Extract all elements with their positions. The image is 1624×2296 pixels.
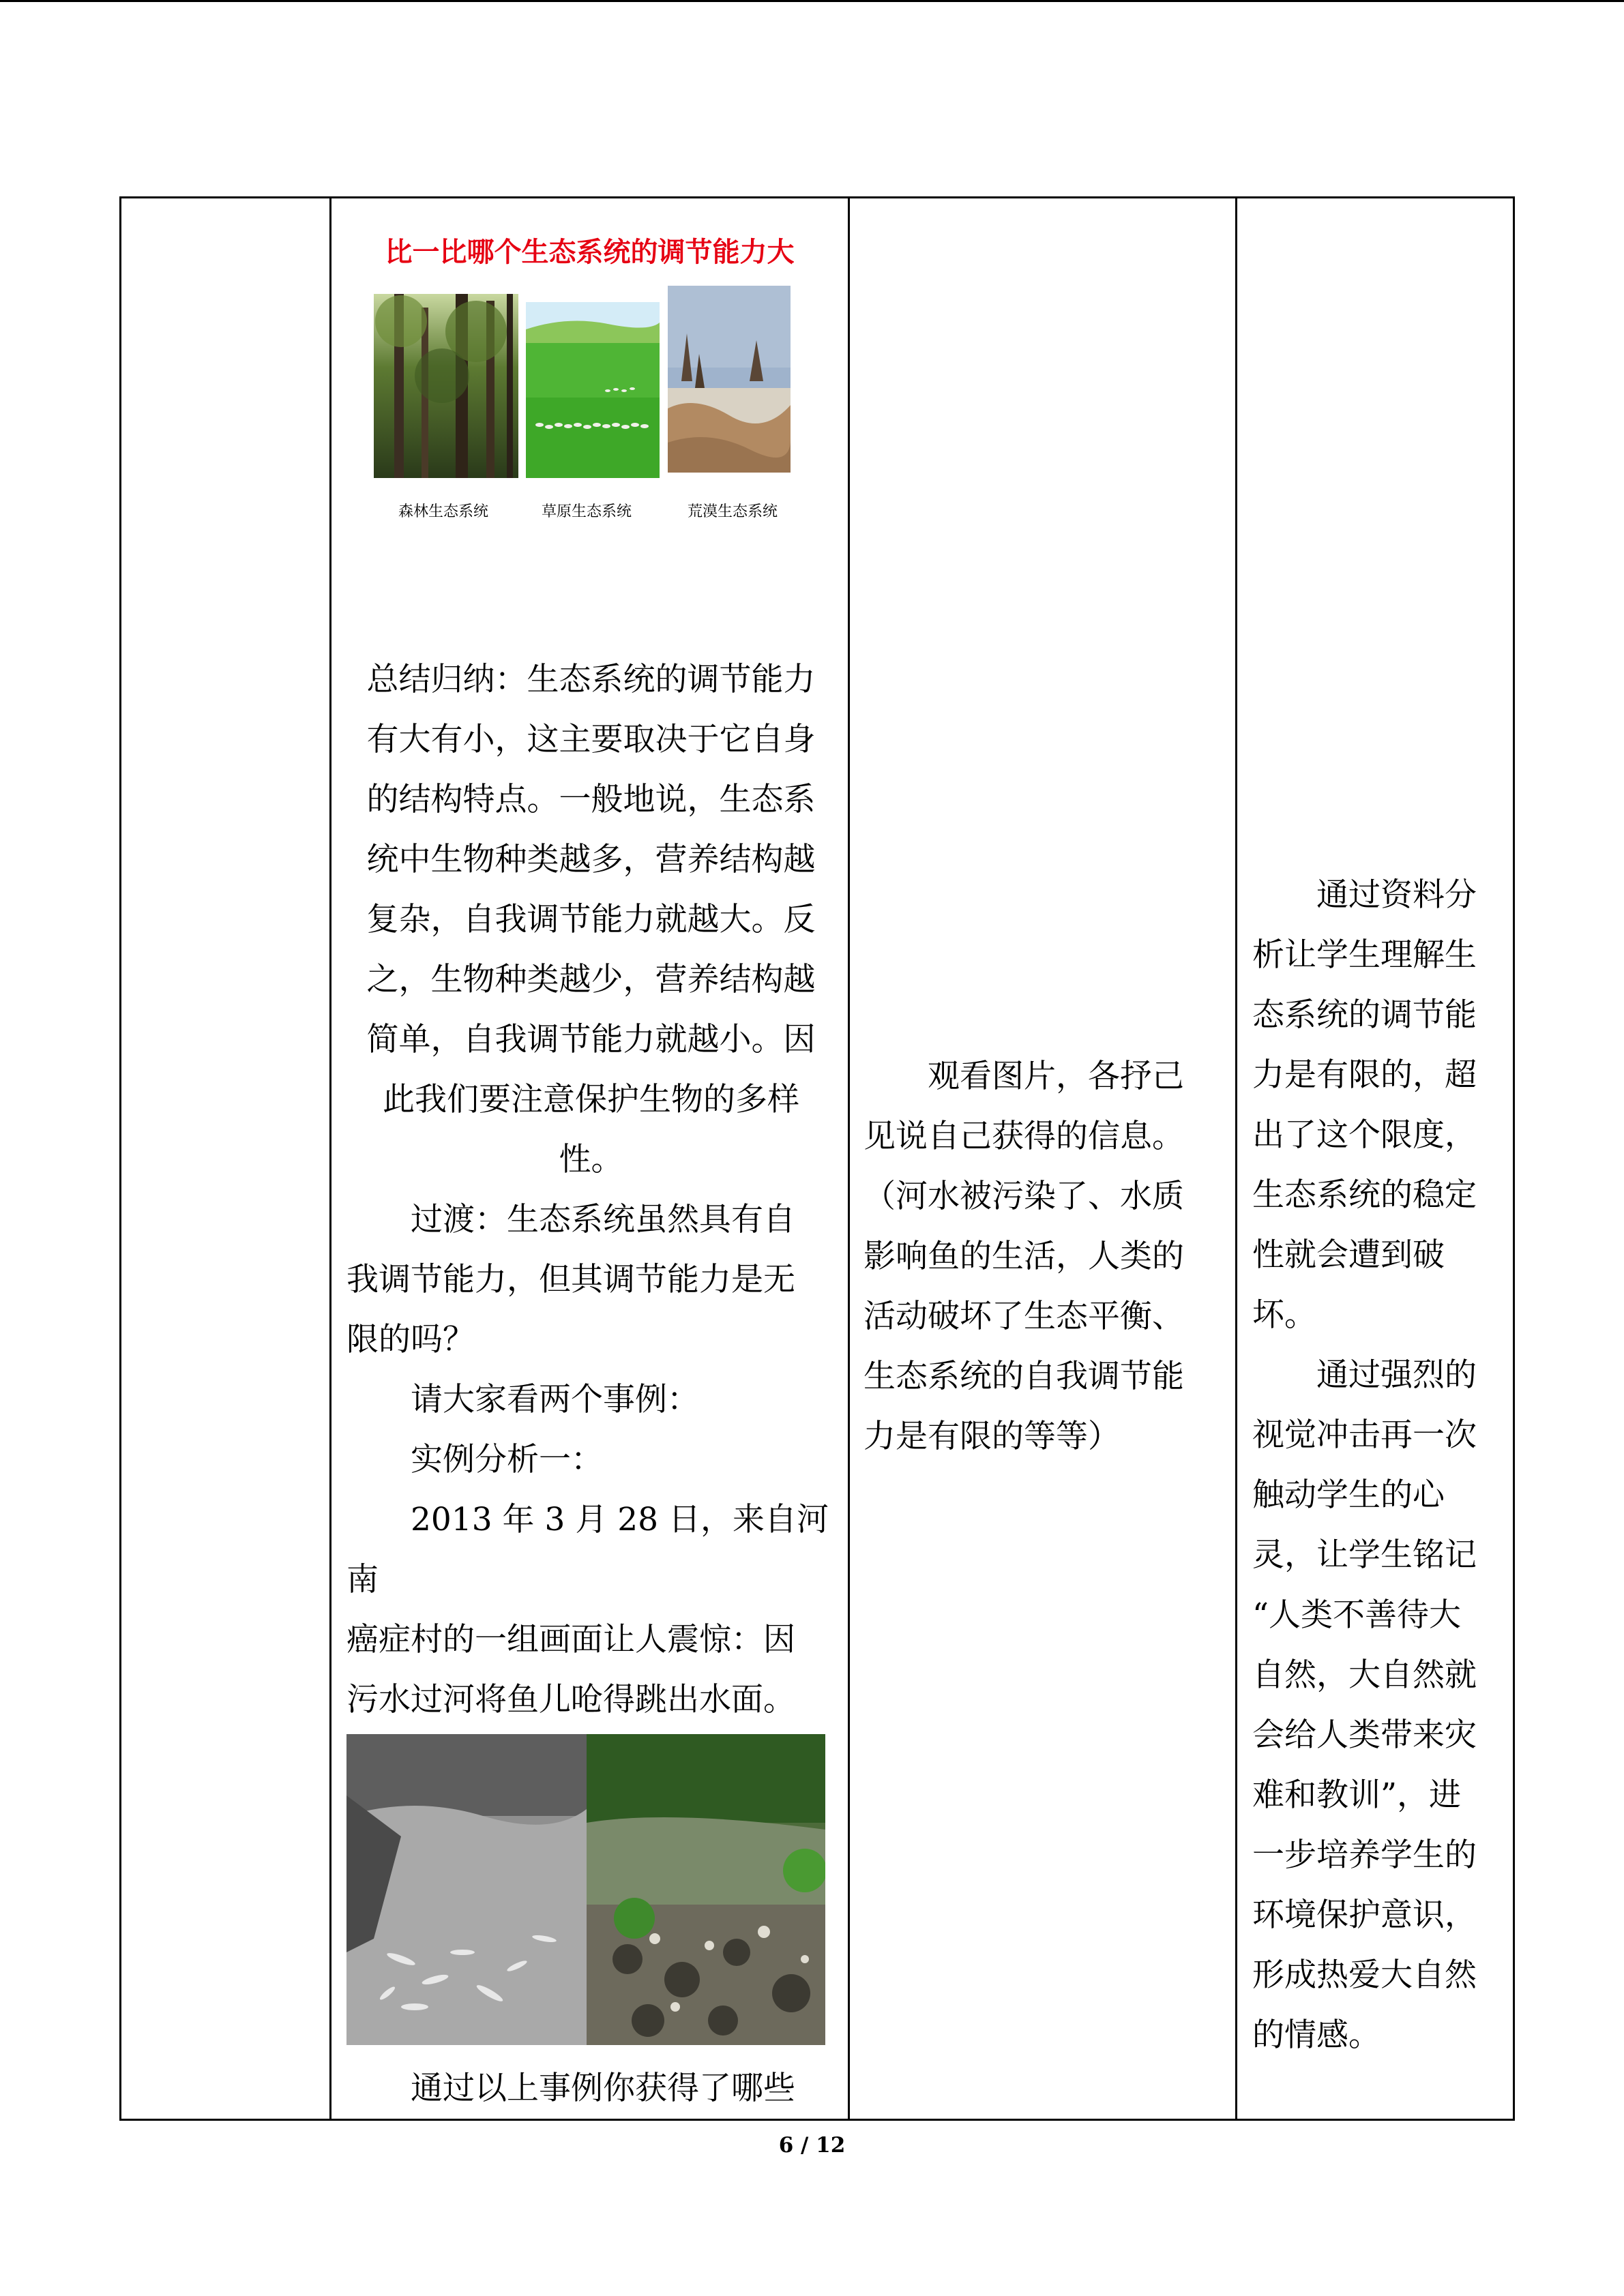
student-line: （河水被污染了、水质: [863, 1178, 1184, 1215]
caption-grassland: 草原生态系统: [542, 503, 632, 520]
teacher-activity-cell: [331, 198, 849, 2120]
intent-line: 环境保护意识，: [1252, 1896, 1477, 1934]
polluted-river-photo: [587, 1734, 825, 2045]
transition-line: 我调节能力，但其调节能力是无: [346, 1261, 795, 1298]
case-title: 实例分析一：: [411, 1441, 603, 1478]
student-line: 力是有限的等等）: [863, 1418, 1120, 1455]
intent-line: “人类不善待大: [1252, 1596, 1462, 1634]
student-text: [850, 1047, 1235, 1467]
summary-line: 之，生物种类越少，营养结构越: [366, 961, 816, 998]
intent-line: 的情感。: [1252, 2016, 1381, 2054]
top-border-line: [0, 0, 1624, 2]
desert-photo: [668, 286, 791, 473]
intent-line: 出了这个限度，: [1252, 1116, 1477, 1154]
intent-line: 灵，让学生铭记: [1252, 1536, 1477, 1574]
transition-line: 过渡：生态系统虽然具有自: [411, 1201, 795, 1238]
case-line: 污水过河将鱼儿呛得跳出水面。: [346, 1681, 795, 1718]
student-activity-cell: [849, 198, 1237, 2120]
pollution-photos: [346, 1734, 824, 2045]
summary-line: 性。: [559, 1141, 623, 1178]
ecosystem-photos: [331, 294, 848, 560]
prompt-line: 请大家看两个事例：: [411, 1381, 699, 1418]
intent-line: 视觉冲击再一次: [1252, 1416, 1477, 1454]
caption-desert: 荒漠生态系统: [688, 503, 778, 520]
end-block: [331, 2059, 848, 2119]
intent-line: 通过资料分: [1316, 876, 1477, 914]
summary-line: 此我们要注意保护生物的多样: [383, 1081, 799, 1118]
student-line: 活动破坏了生态平衡、: [863, 1298, 1184, 1335]
intent-line: 难和教训”，进: [1252, 1776, 1462, 1814]
intent-line: 自然，大自然就: [1252, 1656, 1477, 1694]
empty-cell: [121, 198, 331, 2120]
intent-line: 触动学生的心: [1252, 1476, 1445, 1514]
intent-line: 力是有限的，超: [1252, 1056, 1477, 1094]
dead-fish-photo: [346, 1734, 587, 2045]
design-intent-cell: [1237, 198, 1514, 2120]
summary-line: 有大有小，这主要取决于它自身: [366, 721, 816, 758]
intent-line: 态系统的调节能: [1252, 996, 1477, 1034]
summary-line: 总结归纳：生态系统的调节能力: [366, 661, 816, 698]
table-row: [121, 198, 1514, 2120]
summary-line: 的结构特点。一般地说，生态系: [366, 781, 816, 818]
grassland-photo: [526, 302, 660, 478]
page-number: 6 / 12: [778, 2133, 846, 2158]
student-line: 生态系统的自我调节能: [863, 1358, 1184, 1395]
intent-text: [1237, 865, 1513, 2066]
lesson-table: [119, 196, 1515, 2121]
intent-line: 性就会遭到破: [1252, 1236, 1445, 1274]
end-line: 通过以上事例你获得了哪些: [411, 2070, 795, 2107]
intent-line: 通过强烈的: [1316, 1356, 1477, 1394]
intent-line: 析让学生理解生: [1252, 936, 1477, 974]
caption-forest: 森林生态系统: [398, 503, 489, 520]
forest-photo: [374, 294, 518, 478]
case-line: 癌症村的一组画面让人震惊：因: [346, 1621, 795, 1658]
intent-line: 形成热爱大自然: [1252, 1956, 1477, 1994]
student-line: 观看图片，各抒己: [928, 1058, 1184, 1095]
summary-line: 简单，自我调节能力就越小。因: [366, 1021, 816, 1058]
summary-block: [331, 650, 848, 1190]
student-line: 见说自己获得的信息。: [863, 1118, 1184, 1155]
transition-line: 限的吗？: [346, 1321, 475, 1358]
intent-line: 坏。: [1252, 1296, 1316, 1334]
student-line: 影响鱼的生活，人类的: [863, 1238, 1184, 1275]
image-title: 比一比哪个生态系统的调节能力大: [385, 237, 795, 268]
intent-line: 会给人类带来灾: [1252, 1716, 1477, 1754]
summary-line: 复杂，自我调节能力就越大。反: [366, 901, 816, 938]
intent-line: 生态系统的稳定: [1252, 1176, 1477, 1214]
transition-block: [331, 1190, 848, 1730]
summary-line: 统中生物种类越多，营养结构越: [366, 841, 816, 878]
intent-line: 一步培养学生的: [1252, 1836, 1477, 1874]
case-line: 2013 年 3 月 28 日，来自河南: [346, 1501, 829, 1598]
